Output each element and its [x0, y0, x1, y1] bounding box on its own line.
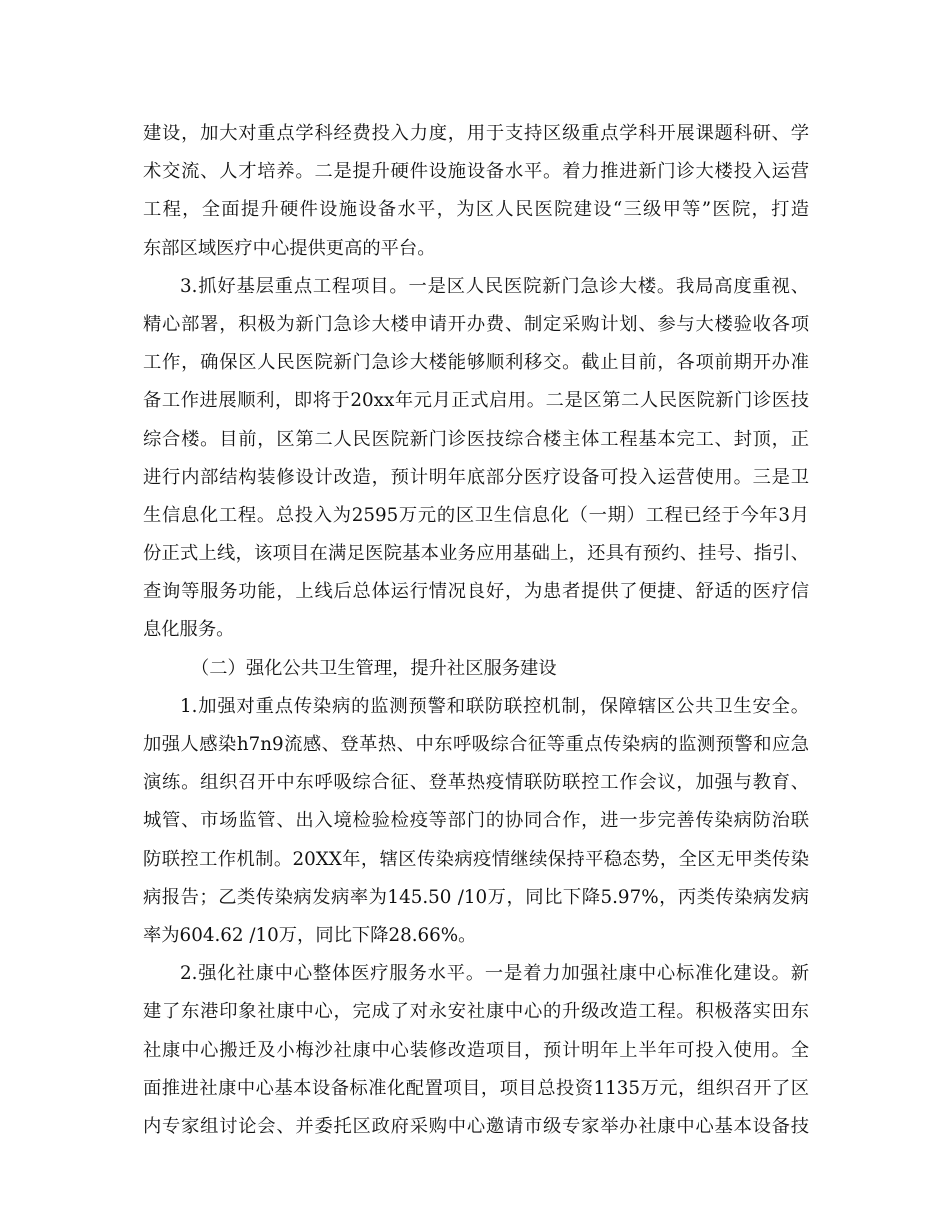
text-line: 3.抓好基层重点工程项目。一是区人民医院新门急诊大楼。我局高度重视、 [180, 275, 809, 297]
paragraph-grassroots-projects [143, 268, 809, 650]
text-line: 建了东港印象社康中心，完成了对永安社康中心的升级改造工程。积极落实田东 [143, 1001, 809, 1023]
text-line: 综合楼。目前，区第二人民医院新门诊医技综合楼主体工程基本完工、封顶，正 [143, 428, 809, 450]
text-line: 面推进社康中心基本设备标准化配置项目，项目总投资1135万元，组织召开了区 [143, 1077, 809, 1099]
text-line: 工作，确保区人民医院新门急诊大楼能够顺利移交。截止目前，各项前期开办准 [143, 352, 809, 374]
text-line: 率为604.62 /10万，同比下降28.66%。 [143, 924, 477, 946]
text-line: 城管、市场监管、出入境检验检疫等部门的协同合作，进一步完善传染病防治联 [143, 810, 809, 832]
text-line: 演练。组织召开中东呼吸综合征、登革热疫情联防联控工作会议，加强与教育、 [143, 772, 809, 794]
text-line: 份正式上线，该项目在满足医院基本业务应用基础上，还具有预约、挂号、指引、 [143, 543, 809, 565]
text-line: 社康中心搬迁及小梅沙社康中心装修改造项目，预计明年上半年可投入使用。全 [143, 1039, 809, 1061]
text-line: 息化服务。 [143, 619, 235, 641]
text-line: 1.加强对重点传染病的监测预警和联防联控机制，保障辖区公共卫生安全。 [180, 695, 809, 717]
heading-text: （二）强化公共卫生管理，提升社区服务建设 [191, 657, 557, 679]
text-line: 备工作进展顺利，即将于20xx年元月正式启用。二是区第二人民医院新门诊医技 [143, 390, 809, 412]
paragraph-community-health [143, 955, 809, 1146]
text-line: 工程，全面提升硬件设施设备水平，为区人民医院建设“三级甲等”医院，打造 [143, 199, 809, 221]
text-line: 内专家组讨论会、并委托区政府采购中心邀请市级专家举办社康中心基本设备技 [143, 1115, 809, 1137]
text-line: 防联控工作机制。20XX年，辖区传染病疫情继续保持平稳态势，全区无甲类传染 [143, 848, 809, 870]
text-line: 查询等服务功能，上线后总体运行情况良好，为患者提供了便捷、舒适的医疗信 [143, 581, 809, 603]
paragraph-key-discipline-continuation [143, 115, 809, 268]
text-line: 病报告；乙类传染病发病率为145.50 /10万，同比下降5.97%，丙类传染病发病 [143, 886, 809, 908]
text-line: 东部区域医疗中心提供更高的平台。 [143, 237, 436, 259]
text-line: 精心部署，积极为新门急诊大楼申请开办费、制定采购计划、参与大楼验收各项 [143, 313, 809, 335]
section-heading [143, 650, 809, 688]
text-line: 建设，加大对重点学科经费投入力度，用于支持区级重点学科开展课题科研、学 [143, 123, 809, 144]
paragraph-infectious-disease [143, 688, 809, 955]
text-line: 生信息化工程。总投入为2595万元的区卫生信息化（一期）工程已经于今年3月 [143, 504, 809, 526]
document-body [143, 115, 809, 1146]
text-line: 进行内部结构装修设计改造，预计明年底部分医疗设备可投入运营使用。三是卫 [143, 466, 809, 488]
text-line: 加强人感染h7n9流感、登革热、中东呼吸综合征等重点传染病的监测预警和应急 [143, 734, 809, 755]
text-line: 术交流、人才培养。二是提升硬件设施设备水平。着力推进新门诊大楼投入运营 [143, 161, 809, 183]
text-line: 2.强化社康中心整体医疗服务水平。一是着力加强社康中心标准化建设。新 [180, 963, 809, 985]
